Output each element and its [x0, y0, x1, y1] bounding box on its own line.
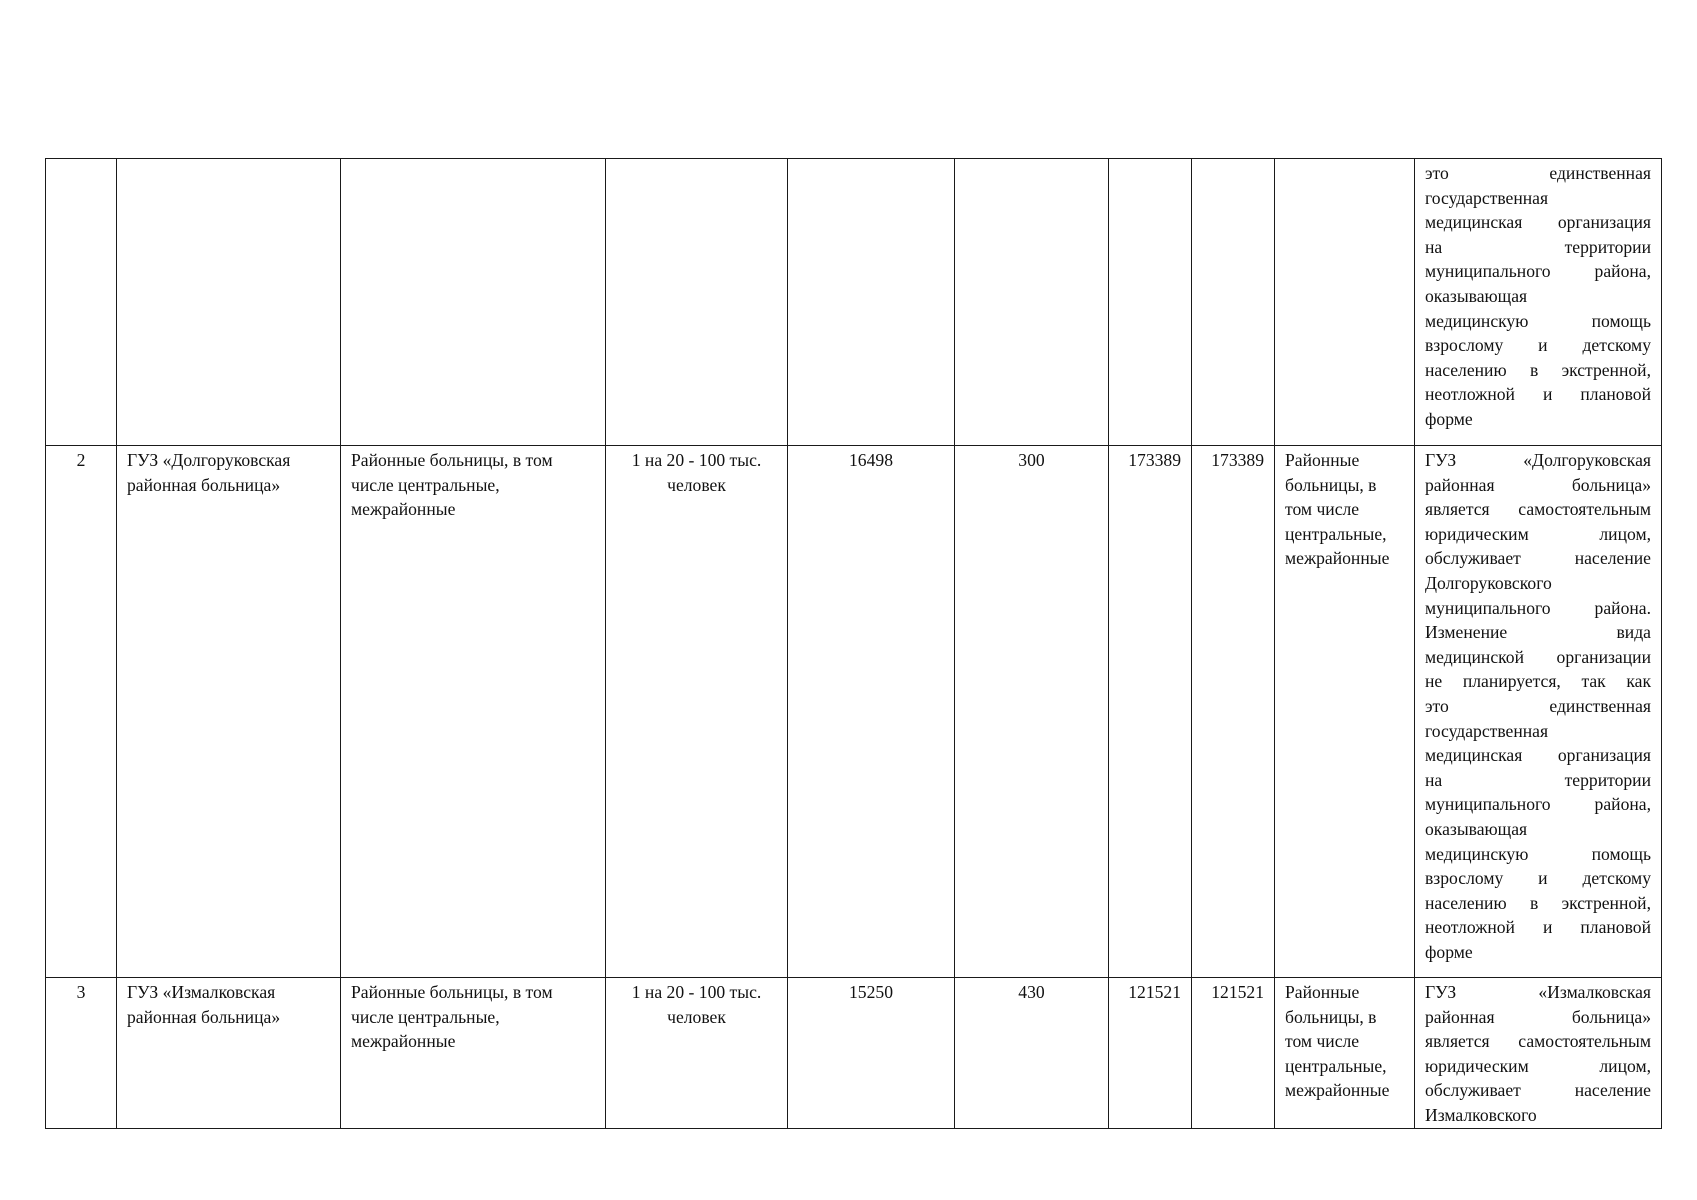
- type-line: больницы, в: [1285, 474, 1377, 495]
- cell-population: 16498: [788, 446, 955, 978]
- justification-line: взрослому и детскому: [1425, 335, 1651, 356]
- cell-distance: 300: [955, 446, 1109, 978]
- cell-figure-2: 173389: [1192, 446, 1275, 978]
- cell-type: [341, 159, 606, 446]
- justification-line: является самостоятельным: [1425, 1031, 1651, 1052]
- cell-distance: [955, 159, 1109, 446]
- cell-type: Районные больницы, в том числе центральные, межрайонные: [341, 978, 606, 1129]
- cell-population: [788, 159, 955, 446]
- cell-justification: [1415, 446, 1662, 978]
- cell-figure-1: [1109, 159, 1192, 446]
- type-line: Районные: [1285, 450, 1360, 470]
- cell-num: 3: [46, 978, 117, 1129]
- justification-line: населению в экстренной,: [1425, 892, 1651, 913]
- justification-line: государственная: [1425, 720, 1549, 741]
- justification-line: Измалковского: [1425, 1104, 1537, 1125]
- table-row: [46, 446, 1662, 978]
- cell-num: [46, 159, 117, 446]
- cell-figure-2: [1192, 159, 1275, 446]
- cell-distance: 430: [955, 978, 1109, 1129]
- type-line: межрайонные: [1285, 548, 1390, 569]
- justification-line: ГУЗ «Долгоруковская: [1425, 450, 1651, 470]
- justification-line: неотложной и плановой: [1425, 917, 1651, 938]
- cell-type: Районные больницы, в том числе центральные, межрайонные: [341, 446, 606, 978]
- justification-line: районная больница»: [1425, 1006, 1651, 1027]
- cell-figure-1: 121521: [1109, 978, 1192, 1129]
- cell-name: [117, 159, 341, 446]
- cell-type-2: [1275, 159, 1415, 446]
- justification-line: медицинскую помощь: [1425, 843, 1651, 864]
- justification-line: обслуживает население: [1425, 1080, 1651, 1101]
- cell-name: ГУЗ «Долгоруковская районная больница»: [117, 446, 341, 978]
- type-line: Районные: [1285, 982, 1360, 1002]
- justification-line: Изменение вида: [1425, 622, 1651, 643]
- type-line: межрайонные: [1285, 1080, 1390, 1101]
- justification-line: муниципального района,: [1425, 794, 1651, 815]
- type-line: том числе: [1285, 499, 1360, 520]
- cell-figure-1: 173389: [1109, 446, 1192, 978]
- justification-line: взрослому и детскому: [1425, 868, 1651, 889]
- justification-line: медицинской организации: [1425, 646, 1651, 667]
- justification-line: государственная: [1425, 187, 1549, 208]
- justification-line: медицинская организация: [1425, 745, 1651, 766]
- justification-line: медицинскую помощь: [1425, 310, 1651, 331]
- justification-line: неотложной и плановой: [1425, 384, 1651, 405]
- justification-line: не планируется, так как: [1425, 671, 1651, 692]
- cell-population: 15250: [788, 978, 955, 1129]
- justification-line: является самостоятельным: [1425, 499, 1651, 520]
- table-row-continuation: [46, 159, 1662, 446]
- type-line: больницы, в: [1285, 1006, 1377, 1027]
- justification-line: форме: [1425, 408, 1473, 429]
- cell-justification: [1415, 159, 1662, 446]
- justification-line: муниципального района,: [1425, 261, 1651, 282]
- hospital-table: [45, 158, 1662, 1129]
- table-row: [46, 978, 1662, 1129]
- type-line: центральные,: [1285, 523, 1387, 544]
- cell-justification: [1415, 978, 1662, 1129]
- justification-line: оказывающая: [1425, 818, 1528, 839]
- justification-line: на территории: [1425, 236, 1651, 257]
- cell-norm: 1 на 20 - 100 тыс. человек: [606, 446, 788, 978]
- cell-name: ГУЗ «Измалковская районная больница»: [117, 978, 341, 1129]
- justification-line: медицинская организация: [1425, 212, 1651, 233]
- justification-line: обслуживает население: [1425, 548, 1651, 569]
- cell-figure-2: 121521: [1192, 978, 1275, 1129]
- type-line: центральные,: [1285, 1055, 1387, 1076]
- justification-line: населению в экстренной,: [1425, 359, 1651, 380]
- cell-type-2: [1275, 978, 1415, 1129]
- justification-line: оказывающая: [1425, 285, 1528, 306]
- cell-norm: 1 на 20 - 100 тыс. человек: [606, 978, 788, 1129]
- justification-line: ГУЗ «Измалковская: [1425, 982, 1651, 1002]
- cell-num: 2: [46, 446, 117, 978]
- justification-line: муниципального района.: [1425, 597, 1651, 618]
- type-line: том числе: [1285, 1031, 1360, 1052]
- justification-line: форме: [1425, 941, 1473, 962]
- justification-line: районная больница»: [1425, 474, 1651, 495]
- justification-line: Долгоруковского: [1425, 572, 1552, 593]
- justification-line: на территории: [1425, 769, 1651, 790]
- cell-norm: [606, 159, 788, 446]
- justification-line: юридическим лицом,: [1425, 1055, 1651, 1076]
- cell-type-2: [1275, 446, 1415, 978]
- justification-line: юридическим лицом,: [1425, 523, 1651, 544]
- justification-line: это единственная: [1425, 695, 1651, 716]
- justification-line: это единственная: [1425, 163, 1651, 183]
